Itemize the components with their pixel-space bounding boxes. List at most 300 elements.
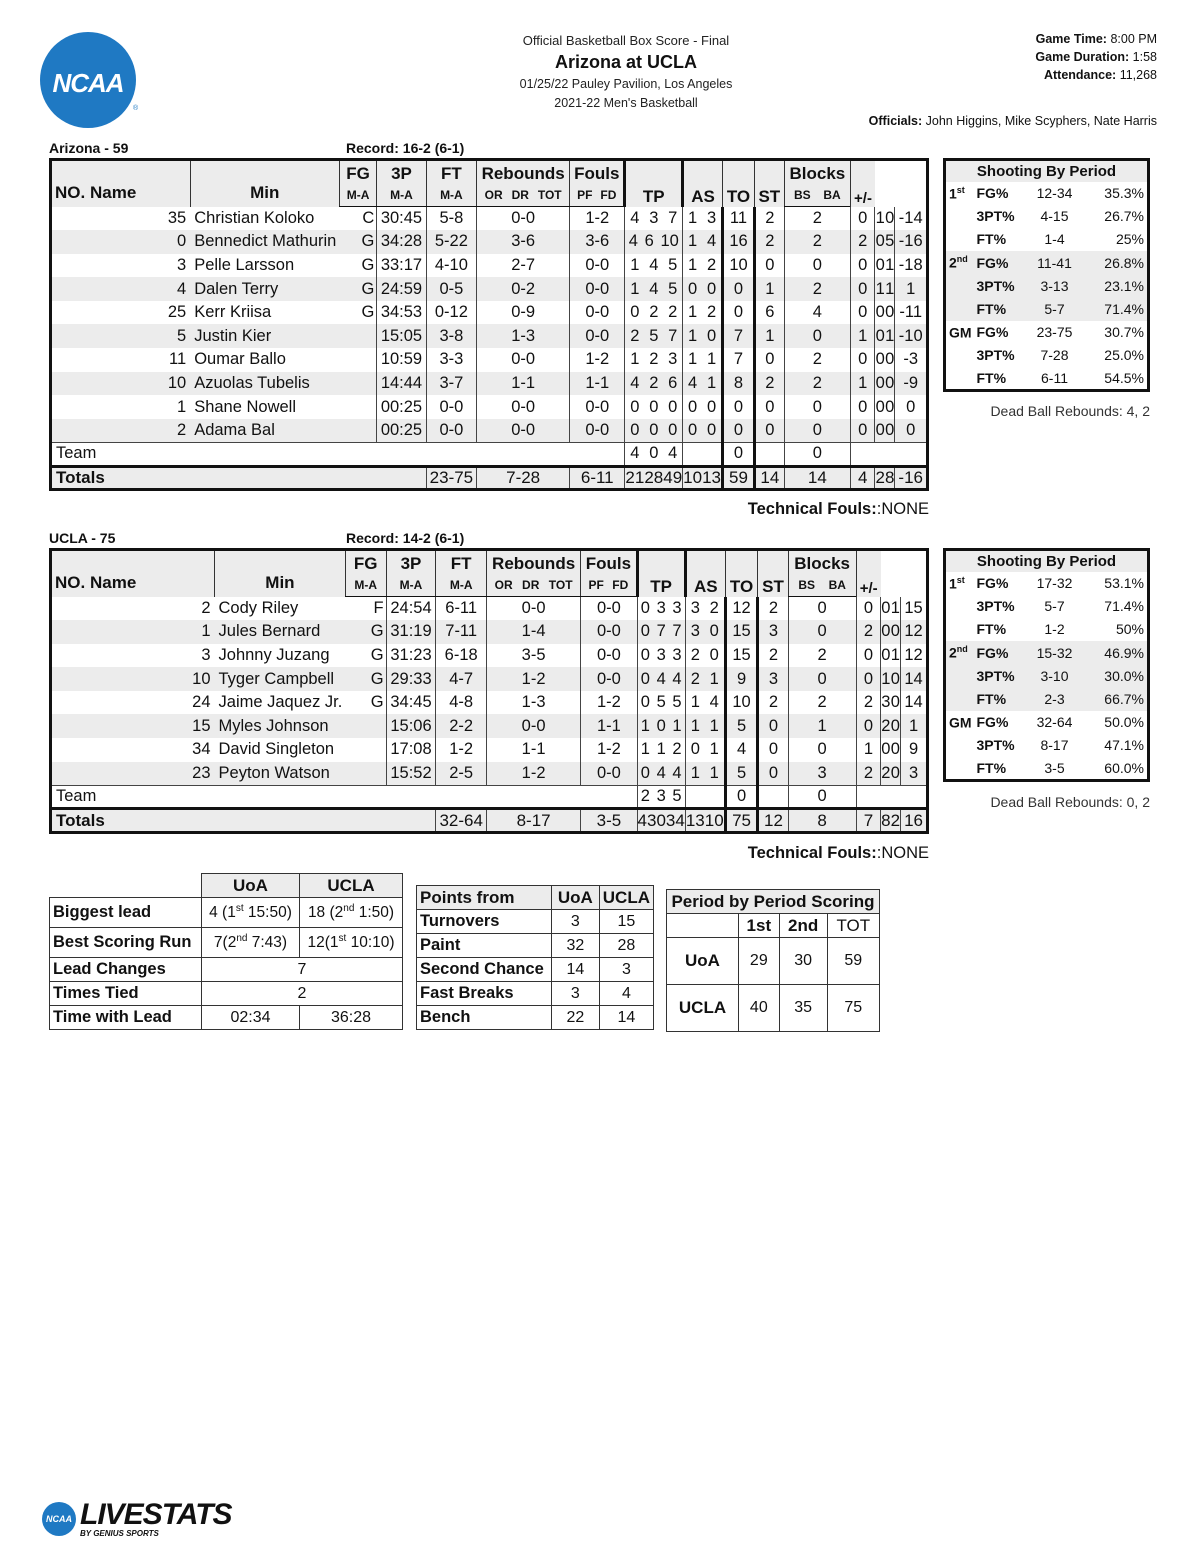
blocks-values: [881, 693, 900, 712]
player-number: 10: [51, 667, 215, 691]
rebounds-values: [625, 374, 682, 393]
player-name: Cody Riley: [218, 598, 299, 617]
blocks-cell: [881, 667, 901, 691]
rebounds-tot: 7: [672, 622, 682, 641]
turnovers: 0: [788, 620, 856, 644]
total-points: 9: [725, 667, 758, 691]
rebounds-values: [625, 256, 682, 275]
rebounds-cell: [637, 691, 685, 715]
ft-made-attempted: 1-2: [581, 738, 637, 762]
steals: 1: [856, 738, 880, 762]
plus-minus: -16: [895, 230, 928, 254]
blocks-cell: [881, 691, 901, 715]
ucla-shooting-by-period: [943, 548, 1150, 782]
assists: 3: [758, 620, 788, 644]
col-dr: DR: [511, 187, 529, 202]
player-name: Azuolas Tubelis: [190, 372, 339, 396]
blocks-cell: [881, 620, 901, 644]
assists: 3: [758, 667, 788, 691]
steals: 0: [856, 714, 880, 738]
shooting-row: [945, 572, 1149, 595]
col-name: Name: [89, 182, 137, 202]
period-label: [945, 618, 975, 641]
percentage: 30.0%: [1085, 664, 1149, 687]
fouls-cell: [685, 714, 725, 738]
minutes: 10:59: [377, 348, 426, 372]
percentage: 54.5%: [1104, 369, 1144, 386]
assists: 2: [754, 372, 784, 396]
technical-value: :NONE: [876, 844, 929, 862]
period-label: [945, 734, 975, 757]
rebounds-dr: 1: [656, 740, 666, 759]
stat-label: FT%: [976, 231, 1007, 248]
plus-minus: 9: [901, 738, 928, 762]
rebounds-tot: 2: [672, 740, 682, 759]
fouls-pf: 1: [688, 303, 698, 322]
plus-minus: 3: [901, 762, 928, 786]
blocks-bs: 0: [881, 645, 891, 664]
rebounds-dr: 4: [656, 669, 666, 688]
stat-label: FG%: [976, 324, 1009, 341]
team-fouls: [683, 442, 723, 466]
totals-fouls-pf: 10: [683, 467, 703, 487]
blocks-bs: 1: [875, 279, 885, 298]
col-1st: 1st: [739, 914, 780, 938]
rebounds-cell: [625, 207, 683, 231]
col-min: Min: [215, 550, 346, 597]
fg-made-attempted: 2-5: [436, 762, 486, 786]
team-rebounds-values: [625, 444, 682, 463]
turnovers: 0: [784, 395, 850, 419]
made-attempted: 3-5: [1044, 759, 1065, 776]
blocks-cell: [875, 324, 895, 348]
fouls-fd: 0: [706, 326, 717, 345]
shooting-row: [945, 344, 1149, 367]
fouls-values: [686, 717, 724, 736]
total-score: 75: [827, 985, 879, 1032]
player-position: G: [361, 303, 375, 322]
value: 18 (2: [307, 904, 344, 922]
total-points: 5: [725, 714, 758, 738]
col-reb-sub: [486, 574, 580, 597]
assists: 0: [758, 714, 788, 738]
fouls-cell: [683, 395, 723, 419]
made-attempted: 11-41: [1025, 251, 1085, 274]
totals-rebounds-values: [625, 468, 682, 488]
table-row: [51, 301, 928, 325]
blocks-ba: 0: [885, 350, 895, 369]
col-3p-ma: M-A: [377, 184, 426, 207]
rebounds-or: 1: [630, 279, 640, 298]
rebounds-tot: 2: [668, 303, 678, 322]
rebounds-dr: 5: [649, 326, 659, 345]
technical-label: Technical Fouls:: [747, 500, 877, 518]
fg-made-attempted: 1-2: [436, 738, 486, 762]
rebounds-cell: [625, 348, 683, 372]
made-attempted: 5-7: [1025, 297, 1085, 320]
steals: 0: [851, 301, 875, 325]
fouls-pf: 0: [688, 420, 698, 439]
percentage: 60.0%: [1104, 759, 1144, 776]
stat-label: FG%: [976, 575, 1009, 592]
turnovers: 2: [788, 691, 856, 715]
shooting-row: [945, 205, 1149, 228]
col-uoa: UoA: [202, 874, 300, 898]
player-number: 25: [167, 303, 187, 322]
player-position: [339, 348, 376, 372]
blocks-cell: [875, 254, 895, 278]
game-time: 8:00 PM: [1110, 32, 1157, 46]
stat-label: FT%: [976, 621, 1007, 638]
totals-fouls-fd: 13: [702, 467, 722, 487]
time-with-lead-label: Time with Lead: [50, 1006, 202, 1030]
blocks-values: [881, 599, 900, 618]
officials-label: Officials:: [868, 114, 923, 128]
plus-minus: 1: [901, 714, 928, 738]
blank-cell: [667, 914, 739, 938]
period-ordinal: st: [956, 184, 965, 195]
stat-label: FT%: [976, 759, 1007, 776]
fouls-values: [683, 398, 721, 417]
plus-minus: -11: [895, 301, 928, 325]
totals-rebounds-or: 21: [625, 467, 645, 487]
ncaa-small-logo: NCAA: [42, 1502, 76, 1536]
best-run-label: Best Scoring Run: [50, 928, 202, 958]
game-duration: 1:58: [1132, 50, 1157, 64]
rebounds-values: [638, 622, 685, 641]
totals-assists: 12: [758, 809, 788, 833]
fouls-pf: 1: [688, 255, 698, 274]
player-number: 10: [51, 372, 191, 396]
fouls-cell: [683, 372, 723, 396]
blocks-ba: 0: [890, 740, 900, 759]
assists: 1: [754, 277, 784, 301]
period-label: [945, 757, 975, 780]
steals: 0: [851, 207, 875, 231]
blocks-bs: 2: [881, 716, 891, 735]
player-number: 2: [201, 598, 211, 617]
game-duration-label: Game Duration:: [1035, 50, 1130, 64]
arizona-dead-ball-rebounds: Dead Ball Rebounds: 4, 2: [990, 403, 1150, 419]
shooting-row: [945, 274, 1149, 297]
plus-minus: 14: [901, 691, 928, 715]
table-row: [51, 372, 928, 396]
rebounds-tot: 5: [668, 279, 678, 298]
stat-label: 3PT%: [976, 598, 1015, 615]
period-number: 1: [949, 185, 957, 202]
assists: 6: [754, 301, 784, 325]
total-points: 4: [725, 738, 758, 762]
player-position: [339, 324, 376, 348]
fouls-pf: 3: [690, 622, 700, 641]
fg-made-attempted: 6-18: [436, 644, 486, 668]
rebounds-dr: 4: [656, 763, 666, 782]
totals-fouls-values: [686, 811, 724, 831]
steals: 1: [851, 324, 875, 348]
blocks-cell: [875, 230, 895, 254]
steals: 0: [851, 395, 875, 419]
totals-fouls-cell: [685, 809, 725, 833]
blocks-cell: [875, 395, 895, 419]
player-position: G: [345, 620, 386, 644]
shooting-row: [945, 251, 1149, 274]
report-subtitle: Official Basketball Box Score - Final: [522, 33, 730, 48]
lead-changes-value: 7: [202, 958, 403, 982]
turnovers: 0: [788, 738, 856, 762]
period-number: 2: [949, 254, 957, 271]
table-row: [51, 597, 928, 621]
fouls-values: [683, 327, 721, 346]
total-points: 5: [725, 762, 758, 786]
col-fouls: Fouls: [581, 550, 637, 574]
totals-steals: 7: [856, 809, 880, 833]
percentage: 71.4%: [1085, 297, 1149, 320]
player-name: David Singleton: [218, 740, 335, 759]
rebounds-or: 1: [640, 716, 650, 735]
fouls-cell: [685, 667, 725, 691]
fouls-values: [683, 303, 721, 322]
steals: 2: [851, 230, 875, 254]
3p-made-attempted: 0-2: [477, 277, 570, 301]
col-tot: TOT: [537, 187, 562, 202]
rebounds-values: [625, 209, 682, 228]
ft-made-attempted: 0-0: [581, 644, 637, 668]
blocks-ba: 0: [885, 208, 895, 227]
stat-label: FG%: [976, 714, 1009, 731]
3p-made-attempted: 0-0: [477, 395, 570, 419]
fouls-cell: [683, 277, 723, 301]
fouls-fd: 0: [709, 645, 719, 664]
col-ft: FT: [436, 550, 486, 574]
blocks-cell: [875, 301, 895, 325]
period-1-score: 40: [739, 985, 780, 1032]
totals-rebounds-tot: 34: [665, 810, 685, 830]
totals-3p: 7-28: [477, 466, 570, 490]
totals-ft: 6-11: [570, 466, 625, 490]
points-ucla: 28: [599, 934, 653, 958]
made-attempted: 23-75: [1036, 324, 1073, 341]
player-number: 3: [201, 645, 211, 664]
col-to: TO: [723, 160, 755, 207]
rebounds-values: [638, 693, 685, 712]
rebounds-cell: [625, 254, 683, 278]
turnovers: 0: [784, 254, 850, 278]
col-blocks: Blocks: [784, 160, 850, 184]
fouls-fd: 1: [709, 763, 719, 782]
rebounds-cell: [625, 277, 683, 301]
rebounds-tot: 3: [672, 645, 682, 664]
rebounds-cell: [625, 230, 683, 254]
blocks-values: [875, 209, 894, 228]
page-title: Arizona at UCLA: [554, 52, 697, 72]
player-name: Johnny Juzang: [218, 645, 330, 664]
stat-label: 3PT%: [976, 347, 1015, 364]
biggest-lead-ucla: [300, 898, 403, 928]
player-position: G: [370, 693, 384, 712]
fouls-cell: [685, 597, 725, 621]
minutes: 31:19: [386, 620, 436, 644]
blocks-bs: 0: [875, 326, 885, 345]
made-attempted: 2-3: [1025, 687, 1085, 710]
rebounds-cell: [625, 419, 683, 443]
blocks-bs: 0: [875, 303, 885, 322]
fg-made-attempted: 3-8: [426, 324, 476, 348]
stat-label: FG%: [976, 185, 1009, 202]
period-ordinal: st: [956, 574, 965, 585]
rebounds-or: 4: [628, 232, 638, 251]
player-number: 1: [51, 620, 215, 644]
blocks-cell: [881, 714, 901, 738]
team-turnovers: 0: [788, 785, 856, 809]
rebounds-values: [625, 232, 682, 251]
rebounds-values: [638, 717, 685, 736]
time-with-lead-ucla: 36:28: [300, 1006, 403, 1030]
stat-label: FT%: [975, 687, 1025, 710]
plus-minus: -18: [895, 254, 928, 278]
rebounds-tot: 5: [672, 693, 682, 712]
player-position: G: [361, 255, 375, 274]
rebounds-values: [638, 646, 685, 665]
points-from-label: Second Chance: [417, 958, 552, 982]
player-name: Pelle Larsson: [194, 255, 295, 274]
plus-minus: -9: [895, 372, 928, 396]
rebounds-tot: 4: [672, 763, 682, 782]
blocks-values: [881, 717, 900, 736]
period-number: 2: [949, 644, 957, 661]
blocks-bs: 0: [881, 598, 891, 617]
col-ba: BA: [823, 187, 841, 202]
blocks-values: [881, 764, 900, 783]
value-rest: 1:50): [354, 904, 395, 922]
fg-made-attempted: 0-0: [426, 419, 476, 443]
player-number: 35: [167, 208, 187, 227]
totals-ft: 3-5: [581, 809, 637, 833]
attendance-label: Attendance:: [1043, 68, 1117, 82]
team-empty: [856, 785, 927, 809]
rebounds-values: [638, 740, 685, 759]
totals-fouls-cell: [683, 466, 723, 490]
col-name: Name: [89, 572, 137, 592]
player-position: G: [339, 230, 376, 254]
totals-fouls-fd: 10: [704, 810, 724, 830]
totals-rebounds-cell: [625, 466, 683, 490]
turnovers: 2: [784, 230, 850, 254]
fg-made-attempted: 6-11: [436, 597, 486, 621]
player-position: [345, 738, 386, 762]
period-2-score: 35: [779, 985, 827, 1032]
steals: 0: [851, 419, 875, 443]
team-label: Team: [51, 785, 638, 809]
col-rebounds: Rebounds: [486, 550, 580, 574]
team-empty: [851, 442, 928, 466]
3p-made-attempted: 1-3: [477, 324, 570, 348]
lead-changes-label: Lead Changes: [50, 958, 202, 982]
ft-made-attempted: 1-1: [570, 372, 625, 396]
fg-made-attempted: 4-8: [436, 691, 486, 715]
arizona-technical-fouls: [748, 500, 929, 519]
rebounds-cell: [637, 738, 685, 762]
fouls-values: [683, 256, 721, 275]
ordinal: st: [235, 902, 244, 914]
livestats-logo: [42, 1500, 232, 1538]
col-dr: DR: [522, 577, 540, 592]
points-uoa: 3: [551, 910, 599, 934]
shooting-row: [945, 734, 1149, 757]
totals-points: 59: [723, 466, 755, 490]
blocks-values: [875, 256, 894, 275]
livestats-byline: BY GENIUS SPORTS: [80, 1529, 159, 1538]
assists: 0: [754, 254, 784, 278]
col-fd: FD: [600, 187, 617, 202]
period-label: [945, 321, 975, 344]
fg-made-attempted: 5-8: [426, 207, 476, 231]
blocks-values: [875, 398, 894, 417]
team-rebounds-tot: 4: [668, 444, 678, 463]
totals-rebounds-values: [638, 811, 685, 831]
totals-plus-minus: 16: [901, 809, 928, 833]
turnovers: 2: [784, 348, 850, 372]
ft-made-attempted: 0-0: [581, 597, 637, 621]
fouls-values: [686, 693, 724, 712]
fouls-values: [683, 374, 721, 393]
rebounds-or: 0: [630, 303, 640, 322]
blocks-ba: 1: [890, 645, 900, 664]
total-points: 10: [723, 254, 755, 278]
blocks-cell: [875, 419, 895, 443]
team-rebounds-tot: 5: [672, 787, 682, 806]
total-points: 15: [725, 620, 758, 644]
shooting-row: [945, 228, 1149, 251]
fouls-pf: 1: [690, 693, 700, 712]
rebounds-values: [625, 421, 682, 440]
turnovers: 3: [788, 762, 856, 786]
points-from-row: [417, 934, 654, 958]
ucla-dead-ball-rebounds: Dead Ball Rebounds: 0, 2: [990, 794, 1150, 810]
rebounds-values: [638, 599, 685, 618]
total-points: 0: [723, 277, 755, 301]
steals: 0: [851, 254, 875, 278]
value: 4 (1: [209, 904, 236, 922]
rebounds-or: 1: [630, 350, 640, 369]
ncaa-logo: [40, 32, 136, 128]
points-from-row: [417, 958, 654, 982]
table-row: [51, 691, 928, 715]
value: 7(2: [213, 934, 237, 952]
rebounds-or: 4: [630, 373, 640, 392]
3p-made-attempted: 2-7: [477, 254, 570, 278]
steals: 2: [856, 691, 880, 715]
fouls-pf: 1: [688, 350, 698, 369]
percentage: 23.1%: [1085, 274, 1149, 297]
rebounds-dr: 2: [649, 303, 659, 322]
fouls-values: [683, 232, 721, 251]
shooting-row: [945, 367, 1149, 390]
rebounds-dr: 7: [656, 622, 666, 641]
technical-value: :NONE: [876, 500, 929, 518]
steals: 0: [851, 277, 875, 301]
col-tp: TP: [637, 550, 685, 597]
stat-label: FT%: [976, 369, 1007, 386]
blocks-cell: [881, 762, 901, 786]
total-points: 0: [723, 395, 755, 419]
best-run-uoa: [202, 928, 300, 958]
season-line: 2021-22 Men's Basketball: [554, 96, 698, 110]
total-points: 10: [725, 691, 758, 715]
blocks-cell: [881, 597, 901, 621]
blocks-bs: 0: [881, 622, 891, 641]
rebounds-cell: [625, 372, 683, 396]
stat-label: FG%: [975, 251, 1025, 274]
